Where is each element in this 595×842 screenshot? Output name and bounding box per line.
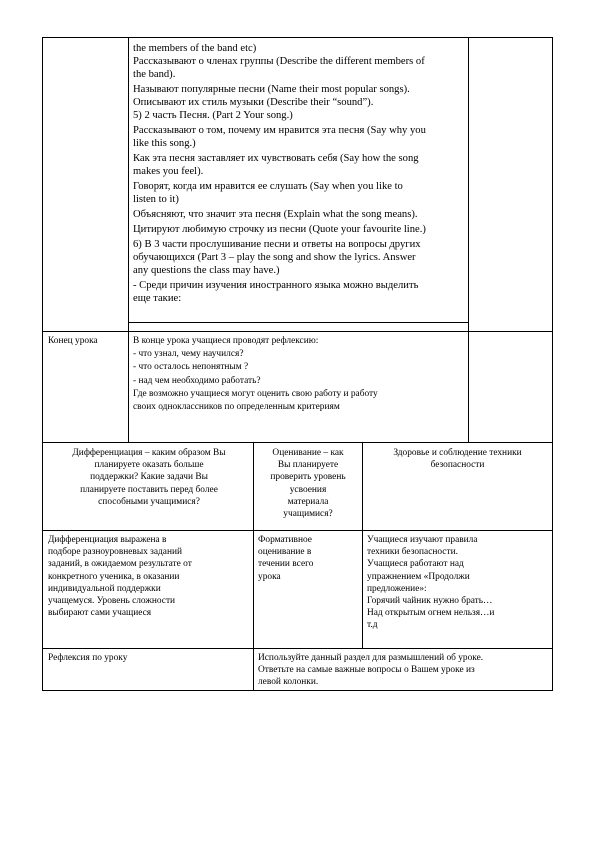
assessment-header: Оценивание – как Вы планируете проверить уровень усвоения материала учащимися?: [270, 448, 346, 520]
col-divider-3: [253, 442, 254, 690]
line: - Среди причин изучения иностранного языка можно выделить: [133, 280, 419, 291]
line: - что осталось непонятным ?: [133, 362, 249, 373]
row-divider-2: [42, 442, 552, 443]
col-divider-4: [362, 442, 363, 648]
line: makes you feel).: [133, 166, 204, 177]
lesson-end-label: Конец урока: [48, 336, 98, 346]
line: like this song.): [133, 138, 196, 149]
line: Как эта песня заставляет их чувствовать себя (Say how the song: [133, 153, 419, 164]
bottom-left-border: [42, 442, 43, 690]
safety-header: Здоровье и соблюдение техники безопасности: [393, 448, 522, 471]
col-divider-2: [468, 37, 469, 443]
table-right-border: [552, 37, 553, 443]
reflection-label: Рефлексия по уроку: [48, 653, 128, 663]
line: any questions the class may have.): [133, 265, 280, 276]
row-divider-1: [42, 331, 552, 332]
line: Цитируют любимую строчку из песни (Quote your favourite line.): [133, 224, 426, 235]
lesson-steps-text: [133, 42, 468, 305]
table-left-border: [42, 37, 43, 443]
differentiation-header: Дифференциация – каким образом Вы планируете оказать больше поддержки? Какие задачи Вы планируете поставить перед более способными учащимися?: [72, 448, 226, 507]
line: listen to it): [133, 194, 179, 205]
lesson-end-text: [133, 335, 468, 414]
line: Где возможно учащиеся могут оценить свою работу и работу: [133, 388, 378, 399]
line: еще такие:: [133, 293, 182, 304]
row-divider-4: [42, 648, 552, 649]
line: Говорят, когда им нравится ее слушать (Say when you like to: [133, 181, 403, 192]
line: Рассказывают о членах группы (Describe the different members of: [133, 56, 425, 67]
line: Называют популярные песни (Name their most popular songs).: [133, 84, 410, 95]
table-top-border: [42, 37, 552, 38]
assessment-content: Формативное оценивание в течении всего урока: [258, 535, 314, 582]
line: 6) В 3 части прослушивание песни и ответы на вопросы других: [133, 239, 421, 250]
row-divider-3: [42, 530, 552, 531]
bottom-right-border: [552, 442, 553, 690]
line: - над чем необходимо работать?: [133, 375, 261, 386]
line: the band).: [133, 69, 176, 80]
line: - что узнал, чему научился?: [133, 349, 244, 360]
line: обучающихся (Part 3 – play the song and show the lyrics. Answer: [133, 252, 416, 263]
inner-row-divider: [128, 322, 468, 323]
line: Объясняют, что значит эта песня (Explain what the song means).: [133, 209, 418, 220]
line: 5) 2 часть Песня. (Part 2 Your song.): [133, 110, 293, 121]
reflection-text: Используйте данный раздел для размышлений об уроке. Ответьте на самые важные вопросы о Вашем уроке из левой колонки.: [258, 653, 484, 688]
line: Рассказывают о том, почему им нравится эта песня (Say why you: [133, 125, 426, 136]
line: В конце урока учащиеся проводят рефлексию:: [133, 336, 319, 346]
table-bottom-border: [42, 690, 553, 691]
line: Описывают их стиль музыки (Describe their “sound”).: [133, 97, 374, 108]
col-divider-1: [128, 37, 129, 443]
differentiation-content: Дифференциация выражена в подборе разноуровневых заданий заданий, в ожидаемом результате от конкретного ученика, в оказании индивидуальной поддержки учащемуся. Уровень сложности выбирают сами учащиеся: [48, 535, 192, 619]
safety-content: Учащиеся изучают правила техники безопасности. Учащиеся работают над упражнением «Продолжи предложение»: Горячий чайник нужно брать… Над открытым огнем нельзя…и т.д: [367, 535, 495, 631]
line: the members of the band etc): [133, 43, 257, 54]
line: своих одноклассников по определенным критериям: [133, 402, 340, 413]
